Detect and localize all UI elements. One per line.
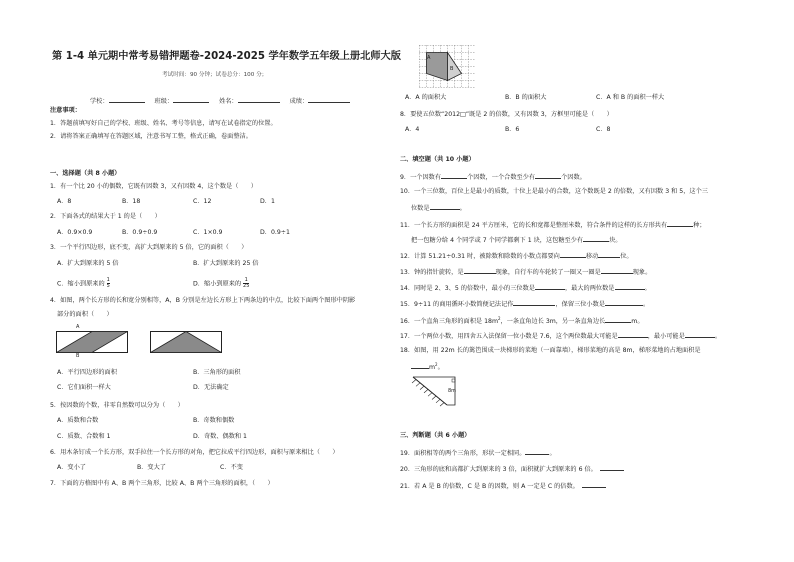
score-label: 成绩：: [289, 98, 309, 105]
question-9: 9．一个因数有 个因数，一个合数至少有 个因数。: [400, 174, 586, 181]
q6-option-b[interactable]: B．变大了: [137, 464, 166, 471]
class-field[interactable]: [173, 96, 209, 103]
q10-blank[interactable]: [430, 203, 460, 210]
name-field[interactable]: [238, 96, 280, 103]
q1-option-b[interactable]: B．18: [122, 198, 141, 205]
q13-blank-2[interactable]: [601, 267, 633, 274]
class-label: 班级：: [154, 98, 174, 105]
question-16: 16．一个直角三角形的面积是 $18m^2$，一条直角边长 3m，另一条直角边长 m。: [400, 316, 644, 326]
question-20: 20．三角形的底和高都扩大到原来的 3 倍，面积就扩大到原来的 6 倍。: [400, 464, 624, 474]
q3-option-c-label: C．缩小到原来的: [57, 280, 105, 288]
school-field[interactable]: [109, 96, 145, 103]
q2-option-b[interactable]: B．0.9÷0.9: [122, 229, 158, 236]
q5-option-b[interactable]: B．奇数和偶数: [193, 417, 235, 424]
q11-blank-1[interactable]: [667, 220, 693, 227]
question-19: 19．面积相等的两个三角形，形状一定相同。 。: [400, 450, 556, 457]
score-field[interactable]: [308, 96, 350, 103]
q6-option-c[interactable]: C．不变: [220, 464, 243, 471]
q4-option-d[interactable]: D．无法确定: [193, 384, 229, 391]
q4-option-c[interactable]: C．它们面积一样大: [57, 384, 111, 391]
q20-blank[interactable]: [600, 464, 624, 471]
q1-option-a[interactable]: A．8: [57, 198, 72, 205]
grid-label-a: A: [427, 55, 431, 61]
question-12: 12．计算 51.21÷0.31 时，被除数和除数的小数点都要向 移动 位。: [400, 253, 633, 260]
question-18-cont: $m^2$。: [411, 361, 444, 372]
q8-option-b[interactable]: B．6: [505, 126, 520, 133]
q2-option-a[interactable]: A．0.9×0.9: [57, 229, 93, 236]
question-4-cont: 部分的面积（ ）: [57, 311, 113, 318]
q1-option-d[interactable]: D．1: [260, 198, 275, 205]
q5-option-a[interactable]: A．质数和合数: [57, 417, 99, 424]
q2-option-d[interactable]: D．0.9÷1: [260, 229, 290, 236]
q12-blank-2[interactable]: [598, 251, 620, 258]
question-17: 17．一个两位小数，用四舍五入法保留一位小数是 7.6，这个两位数最大可能是 ，最小可能是 。: [400, 333, 721, 340]
q2-option-c[interactable]: C．1×0.9: [193, 229, 223, 236]
q8-option-a[interactable]: A．4: [405, 126, 420, 133]
question-11-cont: 把一包糖分给 4 个同学或 7 个同学都剩下 1 块，这包糖至少有 块。: [411, 237, 622, 244]
q3-fraction-c: $\frac{1}{5}$: [106, 277, 110, 289]
question-4: 4．如图，两个长方形的长和宽分别相等，A，B 分别是左边长方形上下两条边的中点，比较下面两个图形中阴影: [50, 297, 356, 304]
q3-option-d[interactable]: [193, 278, 249, 289]
question-5: 5．按因数的个数，非零自然数可以分为（ ）: [50, 402, 184, 409]
triangle-figure: [150, 331, 222, 353]
grid-triangles-figure: [419, 45, 475, 88]
q16-blank[interactable]: [605, 316, 631, 323]
q9-blank-1[interactable]: [441, 172, 467, 179]
section-heading-judge: 三、判断题（共 6 小题）: [400, 432, 471, 439]
q19-blank[interactable]: [525, 448, 549, 455]
q11-blank-2[interactable]: [583, 235, 609, 242]
question-10-cont: 位数是 。: [411, 205, 466, 212]
question-1: 1．有一个比 20 小的偶数，它既有因数 3，又有因数 4，这个数是（ ）: [50, 183, 257, 190]
note-item: 2．请将答案正确填写在答题区域，注意书写工整，格式正确，卷面整洁。: [50, 133, 252, 140]
q4-option-b[interactable]: B．三角形的面积: [193, 369, 241, 376]
q4-label-a: A: [76, 324, 80, 330]
name-label: 姓名：: [219, 98, 238, 105]
q3-fraction-d: $\frac{1}{25}$: [243, 277, 250, 289]
note-item: 1．答题前填写好自己的学校、班级、姓名、考号等信息，请写在试卷指定的位置。: [50, 120, 277, 127]
question-3: 3．一个平行四边形，底不变，高扩大到原来的 5 倍，它的面积（ ）: [50, 244, 248, 251]
grid-label-b: B: [450, 66, 454, 72]
question-13: 13．钟的指针旋转，是 现象，自行车的车轮转了一圈又一圈是 现象。: [400, 269, 652, 276]
school-label: 学校：: [90, 98, 109, 105]
question-8: 8．要使五位数“2012□”既是 2 的倍数，又有因数 3，方框里可能是（ ）: [400, 111, 613, 118]
question-14: 14．同时是 2、3、5 的倍数中，最小的三位数是 ，最大的两位数是 。: [400, 285, 651, 292]
q7-option-c[interactable]: C．A 和 B 的面积一样大: [596, 94, 665, 101]
q6-option-a[interactable]: A．变小了: [57, 464, 86, 471]
question-2: 2．下面各式的结果大于 1 的是（ ）: [50, 213, 161, 220]
q1-option-c[interactable]: C．12: [193, 198, 212, 205]
section-heading-fill: 二、填空题（共 10 小题）: [400, 156, 475, 163]
q17-blank-1[interactable]: [618, 331, 648, 338]
question-18: 18．如图，用 22m 长的篱笆围成一块梯形的菜地（一面靠墙），梯形菜地的高是 8m，梯形菜地的占地面积是: [400, 347, 701, 354]
q15-blank-2[interactable]: [605, 299, 643, 306]
q14-blank-2[interactable]: [615, 283, 645, 290]
info-fields: [90, 96, 350, 106]
q17-blank-2[interactable]: [685, 331, 715, 338]
q7-option-a[interactable]: A．A 的面积大: [405, 94, 447, 101]
q9-blank-2[interactable]: [535, 172, 561, 179]
q12-blank-1[interactable]: [560, 251, 586, 258]
q13-blank-1[interactable]: [464, 267, 496, 274]
q3-option-d-label: D．缩小到原来的: [193, 280, 242, 288]
q4-label-b: B: [76, 353, 80, 359]
notes-heading: 注意事项：: [50, 107, 81, 114]
exam-info: 考试时间：90 分钟；试卷总分：100 分；: [162, 72, 268, 78]
q15-blank-1[interactable]: [513, 299, 555, 306]
trapezoid-garden-figure: [409, 371, 465, 411]
trapezoid-height-label: 8m: [448, 388, 457, 394]
q3-option-c[interactable]: [57, 278, 110, 289]
q8-option-c[interactable]: C．8: [596, 126, 611, 133]
q3-option-b[interactable]: B．扩大到原来的 25 倍: [193, 260, 259, 267]
q14-blank-1[interactable]: [535, 283, 565, 290]
q7-option-b[interactable]: B．B 的面积大: [505, 94, 547, 101]
q3-option-a[interactable]: A．扩大到原来的 5 倍: [57, 260, 119, 267]
question-7: 7．下面的方格图中有 A、B 两个三角形，比较 A、B 两个三角形的面积，（ ）: [50, 480, 274, 487]
q5-option-c[interactable]: C．质数、合数和 1: [57, 433, 111, 440]
q18-blank[interactable]: [411, 362, 429, 369]
q4-option-a[interactable]: A．平行四边形的面积: [57, 369, 117, 376]
question-10: 10．一个三位数，百位上是最小的质数，十位上是最小的合数，这个数既是 2 的倍数，又有因数 3 和 5，这个三: [400, 188, 708, 195]
q21-blank[interactable]: [582, 481, 606, 488]
parallelogram-figure: [56, 331, 128, 353]
question-21: 21．若 A 是 B 的倍数，C 是 B 的因数，则 A 一定是 C 的倍数。: [400, 481, 606, 491]
question-15: 15．9÷11 的商用循环小数简便记法记作 ，保留三位小数是 。: [400, 301, 650, 308]
section-heading-choice: 一、选择题（共 8 小题）: [50, 170, 121, 177]
question-6: 6．用木条钉成一个长方形，双手拉住一个长方形的对角，把它拉成平行四边形，面积与原来相比（ ）: [50, 449, 339, 456]
q5-option-d[interactable]: D．奇数、偶数和 1: [193, 433, 247, 440]
exam-title: 第 1-4 单元期中常考易错押题卷-2024-2025 学年数学五年级上册北师大版: [52, 51, 401, 62]
question-11: 11．一个长方形的面积是 24 平方厘米，它的长和宽都是整厘米数，符合条件的这样的长方形共有 种；: [400, 222, 706, 229]
